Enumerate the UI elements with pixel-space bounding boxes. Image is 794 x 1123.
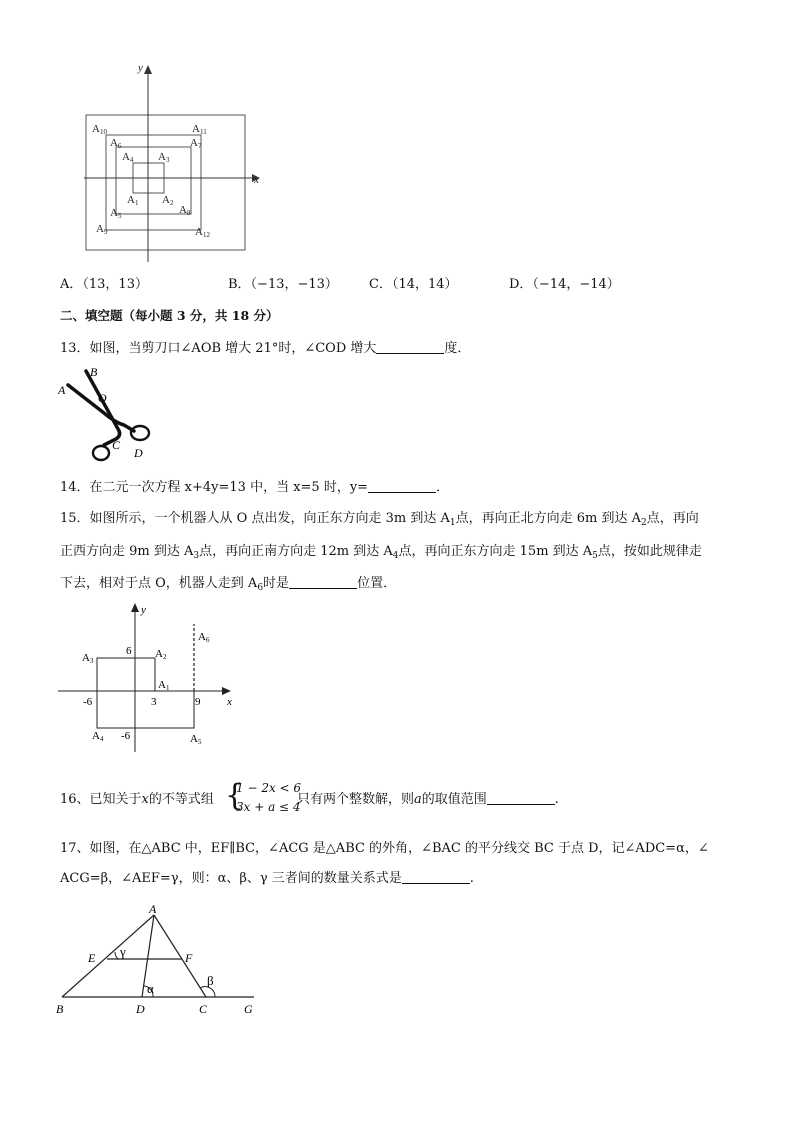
x-arrow-icon <box>222 687 231 695</box>
y-label: y <box>138 62 143 74</box>
q17-blank <box>402 870 470 884</box>
q16-text-tail: 只有两个整数解，则a的取值范围 . <box>297 792 559 807</box>
gamma-arc <box>115 952 118 959</box>
y-arrow-icon <box>131 603 139 612</box>
q16-blank <box>487 791 555 805</box>
q12-figure <box>84 60 264 265</box>
label-gamma: γ <box>120 944 126 959</box>
label-A: A <box>58 383 66 397</box>
q13-text <box>60 338 470 360</box>
brace-icon: { <box>225 778 245 813</box>
q13-stem: 13．如图，当剪刀口∠AOB 增大 21°时，∠COD 增大 <box>60 341 377 356</box>
q15-line2: 正西方向走 9m 到达 $A_3$点，再向正南方向走 12m 到达 $A_4$点，再向正东方向走 15m 到达 $A_5$点，按如此规律走 <box>60 544 702 561</box>
side-AC <box>154 915 206 997</box>
tick-6: 6 <box>126 645 132 657</box>
q15-line3: 下去，相对于点 O，机器人走到 $A_6$时是 位置． <box>60 576 397 593</box>
q13-blank <box>376 340 444 354</box>
q14-tail: ． <box>436 480 450 495</box>
side-AB <box>62 915 154 997</box>
q12-option-a: A．（13，13） <box>60 277 148 292</box>
x-label: x <box>227 696 232 708</box>
scissor-blade-b <box>86 371 120 445</box>
tick-neg6-y: -6 <box>121 730 131 742</box>
handle-c-icon <box>93 446 109 460</box>
ineq-1: 1 − 2x < 6 <box>236 781 302 795</box>
q15-blank <box>289 575 357 589</box>
A7-label: A7 <box>190 137 202 150</box>
A11-label: A11 <box>192 123 207 136</box>
var-a: a <box>414 792 422 807</box>
label-D: D <box>134 446 143 460</box>
label-B: B <box>90 365 98 379</box>
handle-d-icon <box>131 426 149 440</box>
A3-label: A3 <box>82 652 94 665</box>
A6-label: A6 <box>198 631 210 644</box>
label-D: D <box>136 1002 145 1016</box>
A2-label: A2 <box>162 194 174 207</box>
tick-9: 9 <box>195 696 201 708</box>
q14-blank <box>368 479 436 493</box>
A10-label: A10 <box>92 123 107 136</box>
label-A: A <box>149 902 157 916</box>
y-label: y <box>141 604 146 616</box>
A6-label: A6 <box>110 137 122 150</box>
tick-3: 3 <box>151 696 157 708</box>
A5-label: A5 <box>190 733 202 746</box>
q17-line2: ACG=β，∠AEF=γ，则：α、β、γ 三者间的数量关系式是 . <box>60 871 474 886</box>
A9-label: A9 <box>96 223 108 236</box>
label-C: C <box>112 438 121 452</box>
path-lower <box>97 691 194 728</box>
tick-neg6-x: -6 <box>83 696 93 708</box>
q17-line1: 17、如图，在△ABC 中，EF∥BC，∠ACG 是△ABC 的外角，∠BAC 的平分线交 BC 于点 D，记∠ADC=α，∠ <box>60 841 709 856</box>
label-E: E <box>88 951 96 965</box>
q15-line1: 15．如图所示，一个机器人从 O 点出发，向正东方向走 3m 到达 $A_1$点，再向正北方向走 6m 到达 $A_2$点，再向 <box>60 511 699 528</box>
A1-label: A1 <box>127 194 139 207</box>
q12-option-c: C．（14，14） <box>369 277 458 292</box>
label-G: G <box>244 1002 253 1016</box>
q16-text: 16、已知关于x的不等式组 <box>60 792 214 807</box>
label-F: F <box>185 951 193 965</box>
A4-label: A4 <box>92 730 104 743</box>
label-B: B <box>56 1002 64 1016</box>
label-O: O <box>98 391 107 405</box>
A8-label: A8 <box>179 204 191 217</box>
A5-label: A5 <box>110 207 122 220</box>
A12-label: A12 <box>195 226 210 239</box>
q12-option-d: D．（−14，−14） <box>509 277 620 292</box>
q14-text <box>60 477 449 499</box>
A1-label: A1 <box>158 679 170 692</box>
q14-stem: 14．在二元一次方程 x+4y=13 中，当 x=5 时，y= <box>60 480 369 495</box>
path-upper <box>97 658 155 691</box>
label-C: C <box>199 1002 208 1016</box>
label-alpha: α <box>147 981 154 996</box>
A3-label: A3 <box>158 151 170 164</box>
y-arrow-icon <box>144 65 152 74</box>
q15-figure <box>58 602 238 762</box>
section-heading: 二、填空题（每小题 3 分，共 18 分） <box>60 308 279 323</box>
scissors-figure <box>56 365 156 465</box>
x-label: x <box>254 174 259 186</box>
ineq-2: 3x + a ≤ 4 <box>236 800 301 814</box>
A4-label: A4 <box>122 151 134 164</box>
q13-tail: 度． <box>444 341 471 356</box>
q12-option-b: B．（−13，−13） <box>228 277 338 292</box>
A2-label: A2 <box>155 648 167 661</box>
q17-figure <box>54 900 264 1020</box>
label-beta: β <box>207 973 214 988</box>
var-x: x <box>141 792 149 807</box>
